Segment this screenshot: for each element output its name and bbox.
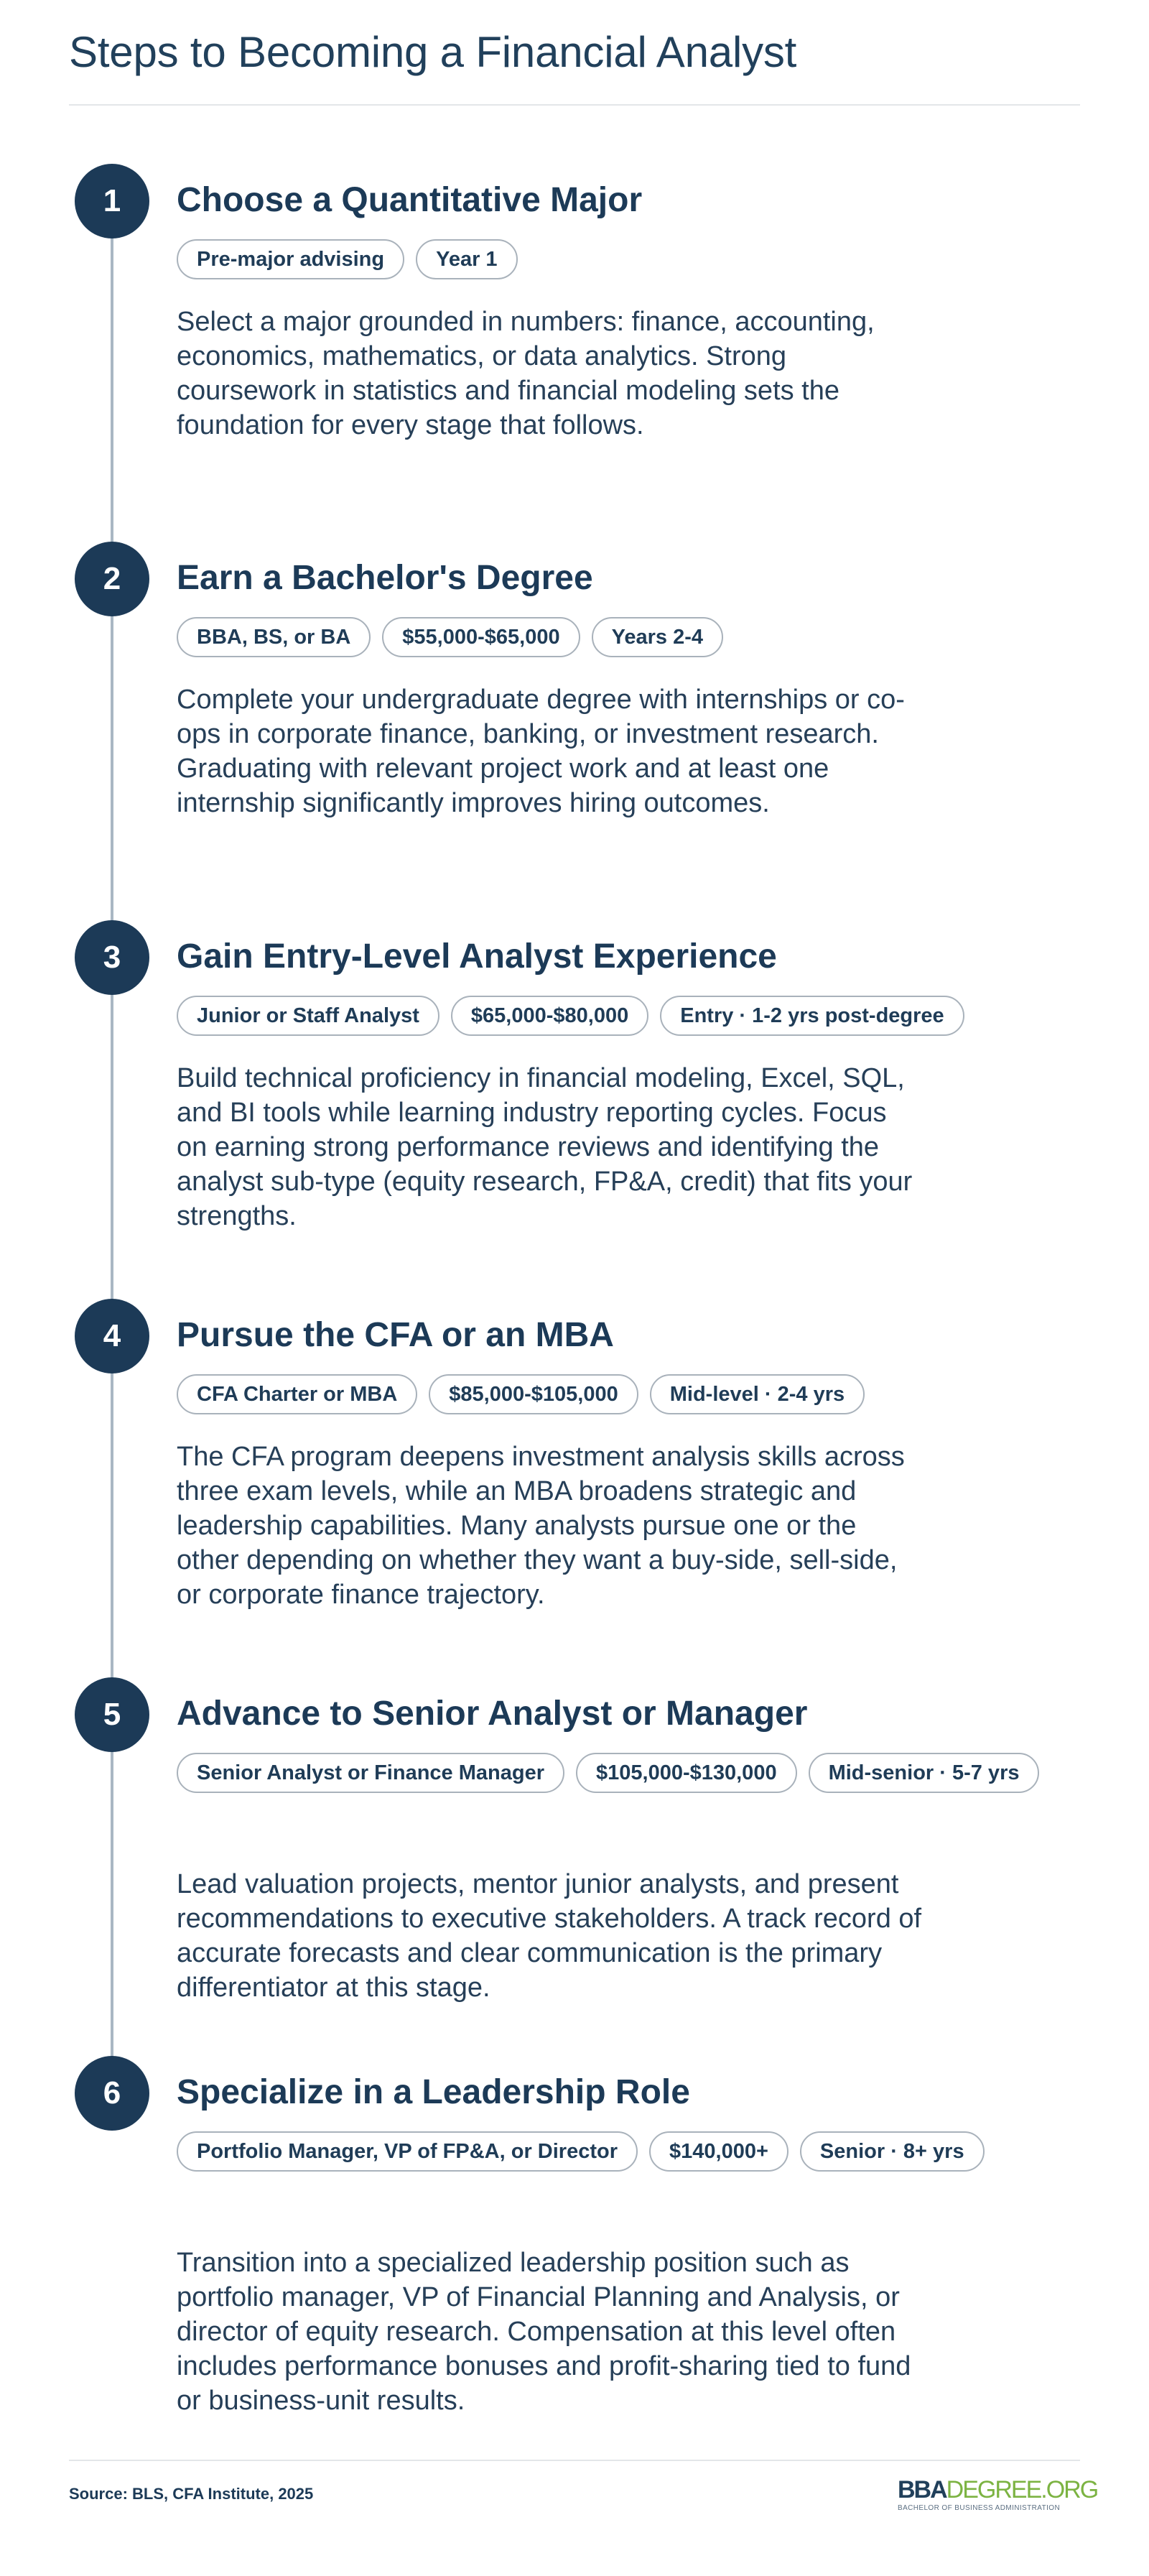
- step-number-badge: 6: [75, 2056, 149, 2131]
- tag-chip: Junior or Staff Analyst: [177, 996, 439, 1036]
- tag-chip: BBA, BS, or BA: [177, 617, 371, 657]
- step-title: Specialize in a Leadership Role: [177, 2073, 690, 2111]
- footer-divider: [69, 2460, 1080, 2461]
- tag-chip: Pre-major advising: [177, 239, 404, 279]
- logo-light-text: DEGREE.ORG: [946, 2476, 1098, 2503]
- logo-bold-text: BBA: [898, 2476, 946, 2503]
- step-tags: [177, 996, 1081, 1036]
- tag-chip: $105,000-$130,000: [576, 1753, 797, 1793]
- step-title: Advance to Senior Analyst or Manager: [177, 1695, 808, 1733]
- step-number-badge: 4: [75, 1299, 149, 1373]
- step-title: Pursue the CFA or an MBA: [177, 1316, 614, 1354]
- tag-chip: Years 2-4: [592, 617, 723, 657]
- tag-chip: $55,000-$65,000: [382, 617, 580, 657]
- step-title: Gain Entry-Level Analyst Experience: [177, 937, 777, 976]
- tag-chip: Mid-level · 2-4 yrs: [650, 1374, 865, 1414]
- step-tags: [177, 239, 1081, 279]
- step-title: Choose a Quantitative Major: [177, 181, 643, 219]
- step-tags: [177, 617, 1081, 657]
- step-number-badge: 5: [75, 1677, 149, 1752]
- logo-wordmark: [898, 2476, 1098, 2503]
- step-description: Select a major grounded in numbers: finance, accounting, economics, mathematics, or data analytics. Strong coursework in statistics and financial modeling sets the foundation for every stage that follows.: [177, 307, 875, 440]
- timeline-line: [111, 201, 113, 2119]
- tag-chip: Senior · 8+ yrs: [800, 2131, 985, 2172]
- step-number-badge: 3: [75, 920, 149, 995]
- brand-logo[interactable]: [898, 2476, 1098, 2512]
- step-tags: [177, 1374, 1081, 1414]
- tag-chip: $65,000-$80,000: [451, 996, 648, 1036]
- page-title: Steps to Becoming a Financial Analyst: [69, 28, 797, 76]
- tag-chip: $85,000-$105,000: [429, 1374, 638, 1414]
- step-description: Build technical proficiency in financial modeling, Excel, SQL, and BI tools while learning industry reporting cycles. Focus on earning strong performance reviews and identifying the analyst sub-type (equity research, FP&A, credit) that fits your strengths.: [177, 1063, 913, 1231]
- source-note: Source: BLS, CFA Institute, 2025: [69, 2485, 314, 2503]
- tag-chip: Portfolio Manager, VP of FP&A, or Director: [177, 2131, 638, 2172]
- tag-chip: Senior Analyst or Finance Manager: [177, 1753, 564, 1793]
- step-title: Earn a Bachelor's Degree: [177, 559, 593, 597]
- step-description: The CFA program deepens investment analysis skills across three exam levels, while an MBA broadens strategic and leadership capabilities. Many analysts pursue one or the other depending on whether they want a buy-side, sell-side, or corporate finance trajectory.: [177, 1442, 905, 1610]
- tag-chip: Year 1: [416, 239, 517, 279]
- step-tags: [177, 1753, 1081, 1793]
- step-number-badge: 2: [75, 542, 149, 616]
- tag-chip: Entry · 1-2 yrs post-degree: [660, 996, 964, 1036]
- tag-chip: CFA Charter or MBA: [177, 1374, 417, 1414]
- tag-chip: Mid-senior · 5-7 yrs: [809, 1753, 1040, 1793]
- step-description: Lead valuation projects, mentor junior analysts, and present recommendations to executive stakeholders. A track record of accurate forecasts and clear communication is the primary differentiator at this stage.: [177, 1869, 922, 2003]
- header-divider: [69, 104, 1080, 106]
- logo-tagline: BACHELOR OF BUSINESS ADMINISTRATION: [898, 2504, 1061, 2512]
- step-description: Complete your undergraduate degree with internships or co-ops in corporate finance, banking, or investment research. Graduating with relevant project work and at least one internship significantly improves hiring outcomes.: [177, 685, 905, 818]
- step-tags: [177, 2131, 1081, 2172]
- step-number-badge: 1: [75, 164, 149, 238]
- step-description: Transition into a specialized leadership position such as portfolio manager, VP of Financial Planning and Analysis, or director of equity research. Compensation at this level often includes performance bonuses and profit-sharing tied to fund or business-unit results.: [177, 2248, 911, 2416]
- tag-chip: $140,000+: [649, 2131, 789, 2172]
